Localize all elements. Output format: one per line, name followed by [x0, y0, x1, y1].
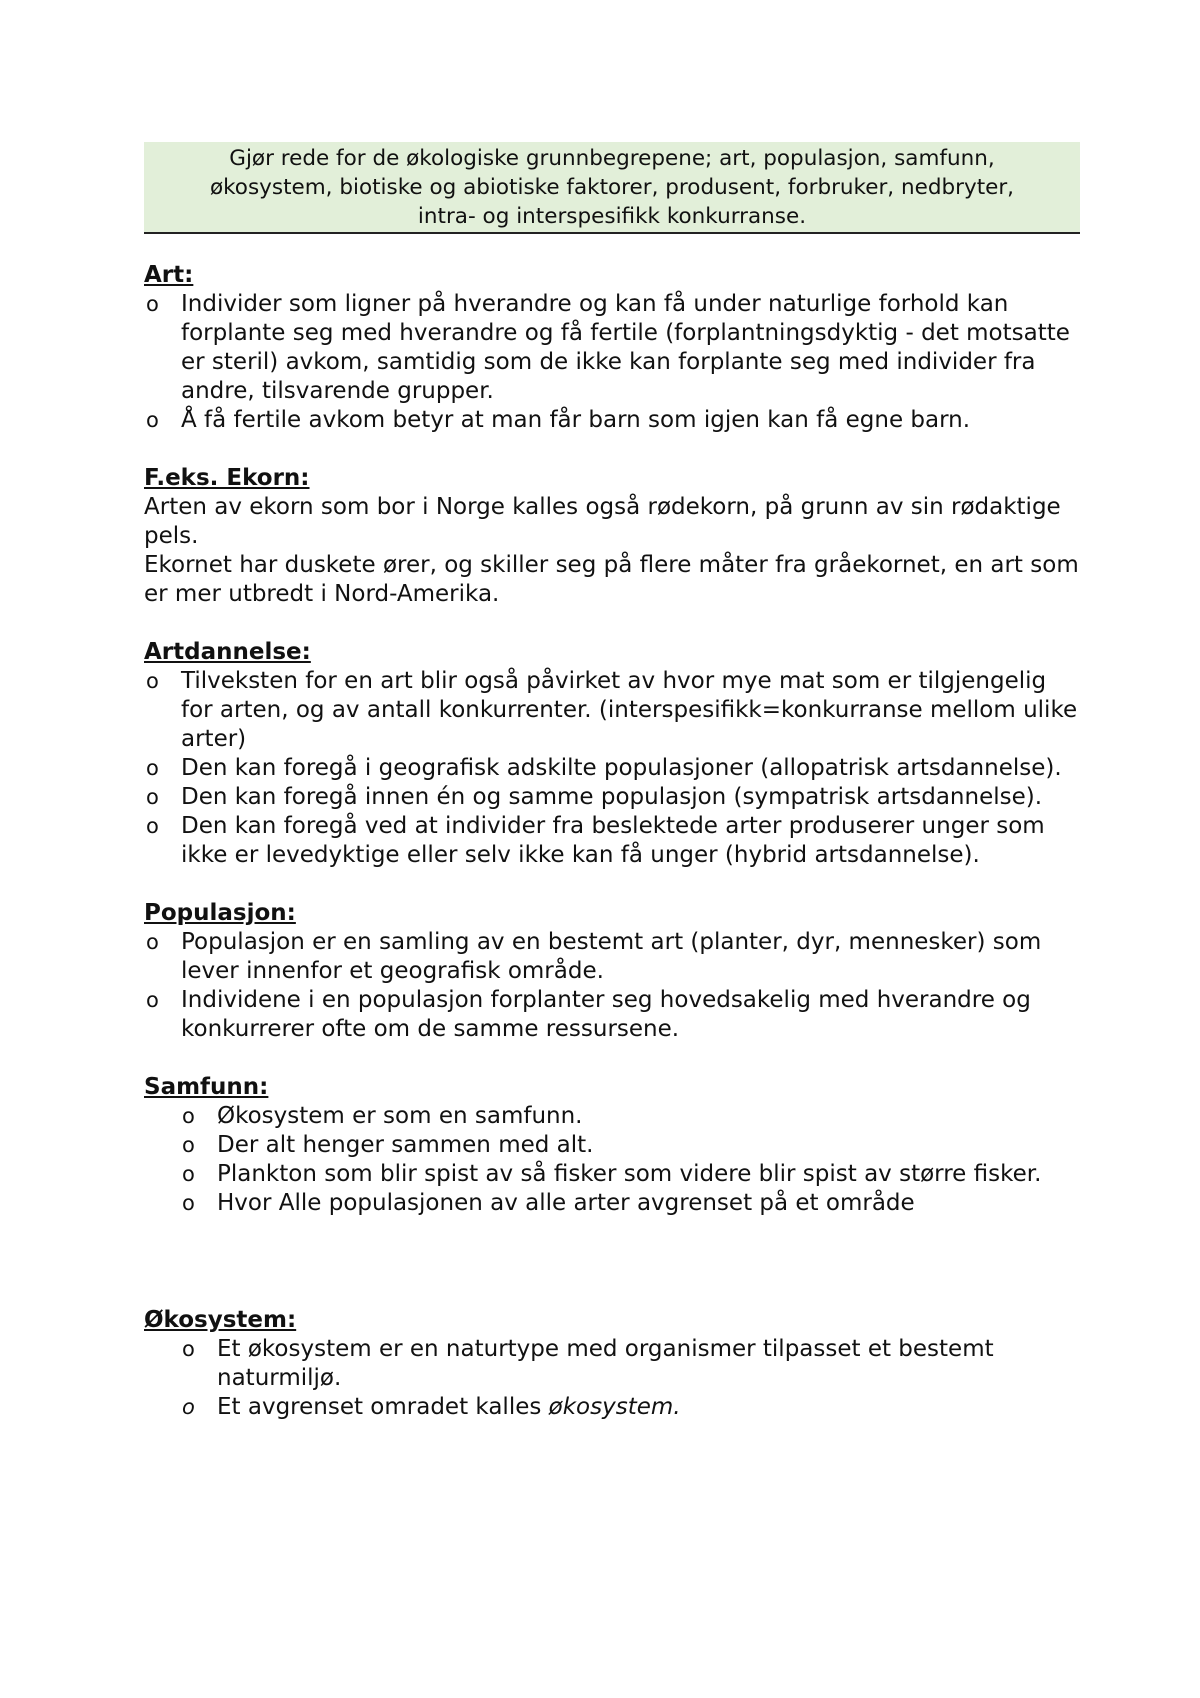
- list-item-text: Tilveksten for en art blir også påvirket av hvor mye mat som er tilgjengelig for arten, og av antall konkurrenter. (interspesifikk=konkurranse mellom ulike arter): [181, 668, 1078, 752]
- list-item-text: Et avgrenset omradet kalles: [217, 1394, 549, 1420]
- bullet-marker: o: [146, 785, 159, 809]
- list-item: [144, 1102, 1080, 1131]
- bullet-marker: o: [146, 988, 159, 1012]
- bullet-marker: o: [182, 1133, 195, 1157]
- list-item: [144, 667, 1080, 754]
- bullet-marker: o: [182, 1191, 195, 1215]
- list-item-text: Et økosystem er en naturtype med organismer tilpasset et bestemt naturmiljø.: [217, 1336, 994, 1391]
- okosystem-list: [144, 1335, 1080, 1422]
- bullet-marker: o: [182, 1104, 195, 1128]
- bullet-marker: o: [182, 1162, 195, 1186]
- list-item-text: Populasjon er en samling av en bestemt art (planter, dyr, mennesker) som lever innenfor et geografisk område.: [181, 929, 1042, 984]
- list-item: [144, 812, 1080, 870]
- list-item: [144, 1335, 1080, 1393]
- list-item: [144, 1189, 1080, 1218]
- italic-term: økosystem.: [548, 1394, 681, 1420]
- list-item-text: Hvor Alle populasjonen av alle arter avgrenset på et område: [217, 1190, 915, 1216]
- blank-space: [144, 1218, 1080, 1276]
- list-item: [144, 290, 1080, 406]
- list-item: [144, 754, 1080, 783]
- list-item: [144, 1393, 1080, 1422]
- populasjon-list: [144, 928, 1080, 1044]
- section-populasjon: [144, 899, 1080, 1044]
- section-heading-samfunn: Samfunn:: [144, 1074, 269, 1100]
- list-item-text: Å få fertile avkom betyr at man får barn som igjen kan få egne barn.: [181, 407, 971, 433]
- list-item-text: Økosystem er som en samfunn.: [217, 1103, 583, 1129]
- section-heading-art: Art:: [144, 262, 194, 288]
- title-line: Gjør rede for de økologiske grunnbegrepene; art, populasjon, samfunn,: [229, 146, 995, 171]
- samfunn-list: [144, 1102, 1080, 1218]
- bullet-marker: o: [146, 669, 159, 693]
- list-item: [144, 1131, 1080, 1160]
- section-ekorn: [144, 464, 1080, 609]
- artdannelse-list: [144, 667, 1080, 870]
- title-line: økosystem, biotiske og abiotiske faktorer, produsent, forbruker, nedbryter,: [209, 175, 1015, 200]
- bullet-marker: o: [146, 814, 159, 838]
- list-item: [144, 783, 1080, 812]
- list-item-text: Den kan foregå i geografisk adskilte populasjoner (allopatrisk artsdannelse).: [181, 755, 1062, 781]
- bullet-marker: o: [146, 292, 159, 316]
- title-line: intra- og interspesifikk konkurranse.: [417, 204, 807, 229]
- section-heading-artdannelse: Artdannelse:: [144, 639, 311, 665]
- section-heading-populasjon: Populasjon:: [144, 900, 296, 926]
- bullet-marker: o: [146, 408, 159, 432]
- list-item-text: Der alt henger sammen med alt.: [217, 1132, 594, 1158]
- bullet-marker: o: [182, 1337, 195, 1361]
- task-title-box: [144, 142, 1080, 234]
- section-heading-okosystem: Økosystem:: [144, 1307, 297, 1333]
- bullet-marker: o: [182, 1395, 195, 1419]
- bullet-marker: o: [146, 930, 159, 954]
- paragraph: Ekornet har duskete ører, og skiller seg på flere måter fra gråekornet, en art som er mer utbredt i Nord-Amerika.: [144, 552, 1079, 607]
- list-item: [144, 1160, 1080, 1189]
- list-item-text: Individer som ligner på hverandre og kan få under naturlige forhold kan forplante seg med hverandre og få fertile (forplantningsdyktig - det motsatte er steril) avkom, samtidig som de ikke kan forplante seg med individer fra andre, tilsvarende grupper.: [181, 291, 1070, 404]
- list-item-text: Individene i en populasjon forplanter seg hovedsakelig med hverandre og konkurrerer ofte om de samme ressursene.: [181, 987, 1031, 1042]
- list-item-text: Den kan foregå ved at individer fra beslektede arter produserer unger som ikke er levedyktige eller selv ikke kan få unger (hybrid artsdannelse).: [181, 813, 1045, 868]
- list-item-text: Plankton som blir spist av så fisker som videre blir spist av større fisker.: [217, 1161, 1042, 1187]
- document-page: [144, 142, 1080, 1422]
- section-art: [144, 261, 1080, 435]
- section-okosystem: [144, 1306, 1080, 1422]
- art-list: [144, 290, 1080, 435]
- bullet-marker: o: [146, 756, 159, 780]
- list-item: [144, 986, 1080, 1044]
- list-item-text: Den kan foregå innen én og samme populasjon (sympatrisk artsdannelse).: [181, 784, 1043, 810]
- section-artdannelse: [144, 638, 1080, 870]
- list-item: [144, 928, 1080, 986]
- section-samfunn: [144, 1073, 1080, 1218]
- list-item: [144, 406, 1080, 435]
- section-heading-ekorn: F.eks. Ekorn:: [144, 465, 310, 491]
- paragraph: Arten av ekorn som bor i Norge kalles også rødekorn, på grunn av sin rødaktige pels.: [144, 494, 1061, 549]
